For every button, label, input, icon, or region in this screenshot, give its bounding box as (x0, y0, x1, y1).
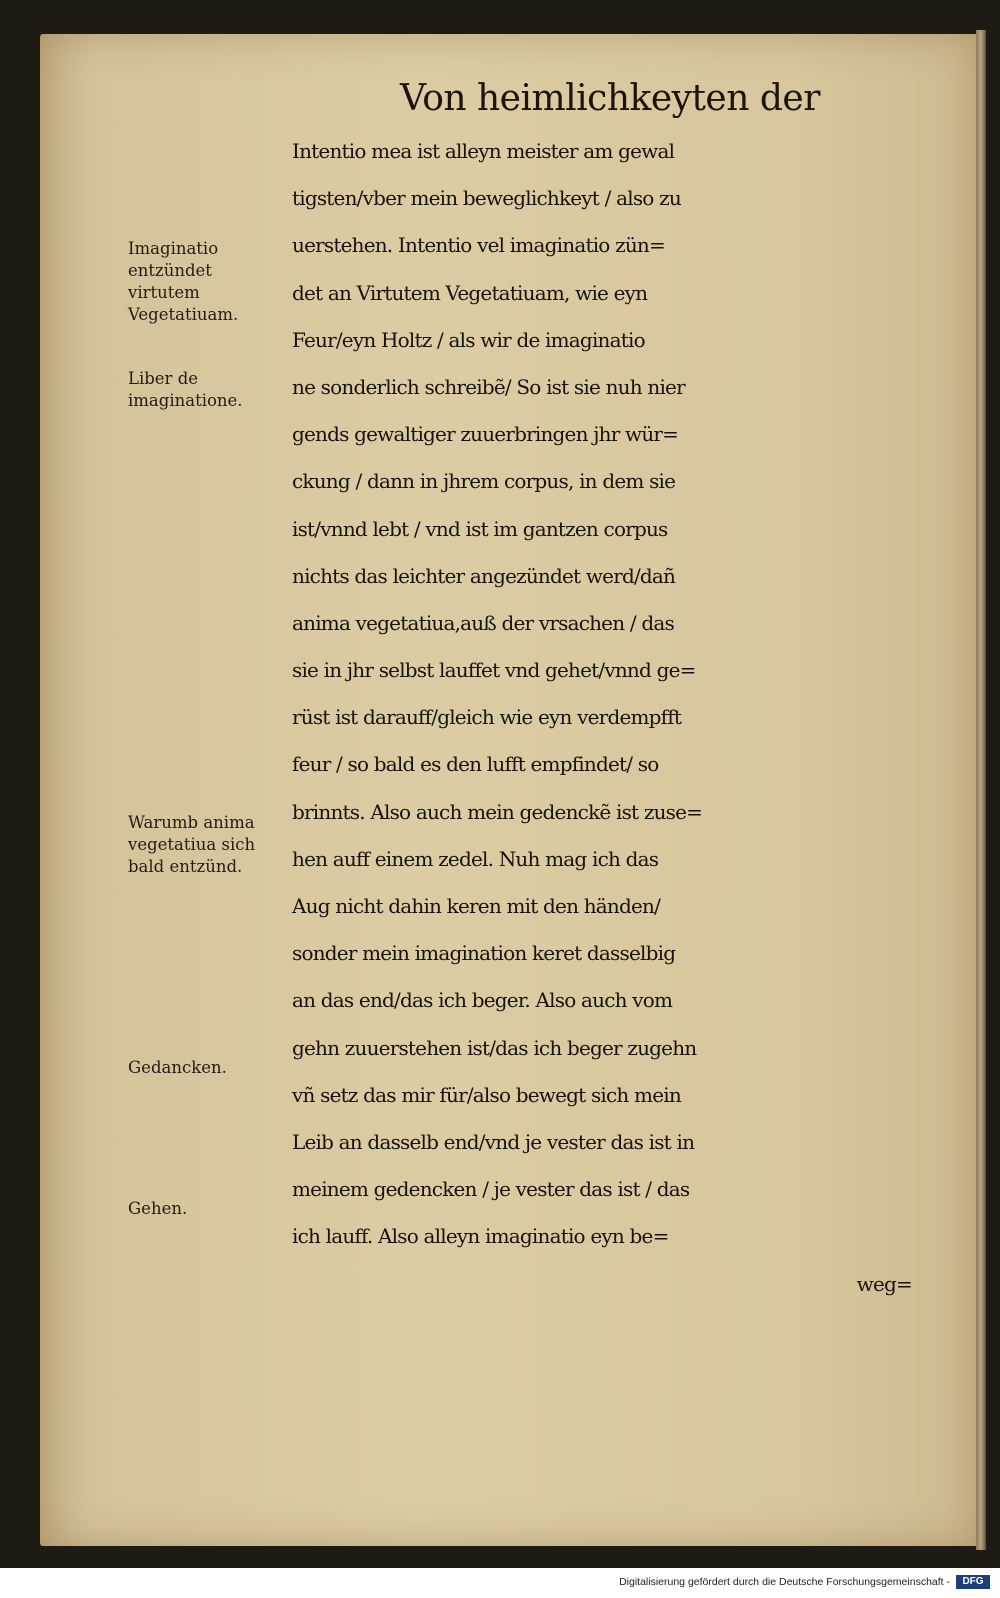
text-line: ckung / dann in jhrem corpus, in dem sie (292, 469, 676, 494)
marginal-note: Gedancken. (128, 1058, 227, 1077)
marginal-note: Warumb anima vegetatiua sich bald entzünd. (128, 813, 256, 876)
funding-credit: Digitalisierung gefördert durch die Deutsche Forschungsgemeinschaft - (619, 1576, 950, 1588)
text-line: meinem gedencken / je vester das ist / das (292, 1177, 690, 1202)
text-line: nichts das leichter angezündet werd/dañ (292, 563, 676, 588)
text-line: brinnts. Also auch mein gedenckẽ ist zuse= (292, 799, 703, 824)
text-line: tigsten/vber mein beweglichkeyt / also zu (292, 186, 681, 211)
main-text-block (292, 128, 942, 1308)
text-line: ne sonderlich schreibẽ/ So ist sie nuh nier (292, 374, 685, 399)
text-line: det an Virtutem Vegetatiuam, wie eyn (292, 280, 648, 305)
marginal-note: Gehen. (128, 1199, 188, 1218)
text-line: hen auff einem zedel. Nuh mag ich das (292, 846, 659, 871)
catchword: weg= (856, 1271, 912, 1296)
text-line: uerstehen. Intentio vel imaginatio zün= (292, 233, 665, 258)
text-line: feur / so bald es den lufft empfindet/ so (292, 752, 659, 777)
running-header: Von heimlichkeyten der (400, 78, 820, 119)
text-line: anima vegetatiua,auß der vrsachen / das (292, 610, 674, 635)
marginal-note: Liber de imaginatione. (128, 369, 243, 410)
text-line: an das end/das ich beger. Also auch vom (292, 988, 673, 1013)
dfg-logo: DFG (956, 1575, 990, 1589)
text-line: ich lauff. Also alleyn imaginatio eyn be= (292, 1224, 669, 1249)
text-line: rüst ist darauff/gleich wie eyn verdempfft (292, 705, 682, 730)
footer-bar (0, 1568, 1000, 1598)
text-line: vñ setz das mir für/also bewegt sich mein (292, 1082, 681, 1107)
marginal-note: Imaginatio entzündet virtutem Vegetatiuam. (128, 239, 239, 324)
text-line: sonder mein imagination keret dasselbig (292, 941, 676, 966)
text-line: ist/vnnd lebt / vnd ist im gantzen corpus (292, 516, 668, 541)
text-line: Intentio mea ist alleyn meister am gewal (292, 139, 675, 163)
text-line: sie in jhr selbst lauffet vnd gehet/vnnd ge= (292, 658, 696, 683)
page-edge (976, 30, 986, 1550)
text-line: gends gewaltiger zuuerbringen jhr wür= (292, 422, 679, 447)
text-line: gehn zuuerstehen ist/das ich beger zugehn (292, 1035, 697, 1060)
text-line: Feur/eyn Holtz / als wir de imaginatio (292, 327, 645, 352)
text-line: Leib an dasselb end/vnd je vester das ist in (292, 1129, 695, 1154)
text-line: Aug nicht dahin keren mit den händen/ (292, 894, 661, 918)
